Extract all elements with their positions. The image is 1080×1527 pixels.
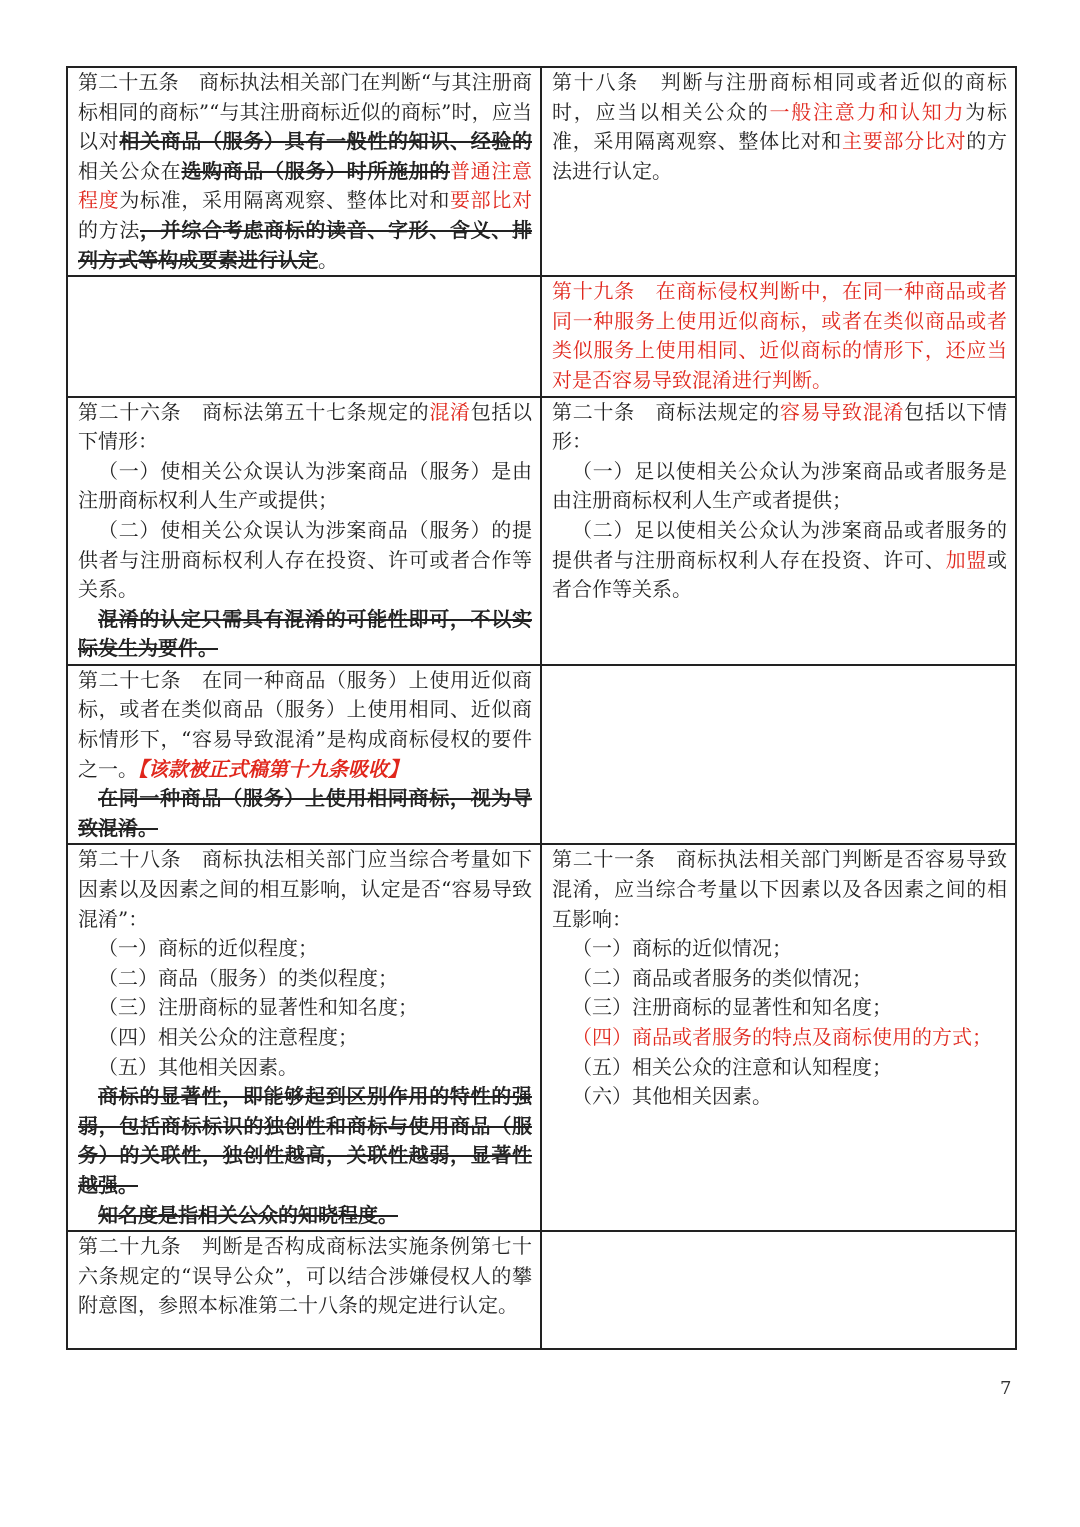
deleted-text: 混淆的认定只需具有混淆的可能性即可，不以实际发生为要件。: [78, 606, 532, 661]
revised-text: 普通注意程度: [78, 158, 533, 213]
text-run: 或者合作等关系。: [552, 547, 1008, 602]
paragraph: [78, 1053, 532, 1083]
paragraph: [78, 845, 532, 934]
final-cell: [541, 67, 1016, 276]
revised-text: 主要部分比对: [842, 129, 967, 154]
revised-text: （四）商品或者服务的特点及商标使用的方式；: [572, 1025, 992, 1049]
text-run: 第二十条 商标法规定的: [552, 399, 780, 424]
text-run: 第二十八条 商标执法相关部门应当综合考量如下因素以及因素之间的相互影响，认定是否“容易导致混淆”：: [78, 847, 532, 931]
paragraph: [78, 993, 532, 1023]
paragraph: [552, 516, 1007, 605]
text-run: 为标准，采用隔离观察、整体比对和: [552, 99, 1007, 154]
final-cell: [541, 1231, 1016, 1349]
paragraph: [552, 398, 1007, 457]
paragraph: [78, 398, 532, 457]
table-row: [67, 276, 1016, 396]
paragraph: [552, 68, 1007, 186]
editor-note: 【该款被正式稿第十九条吸收】: [138, 756, 408, 781]
paragraph: [78, 934, 532, 964]
draft-cell: [67, 844, 541, 1231]
paragraph: [552, 934, 1007, 964]
revised-text: 加盟: [945, 547, 988, 572]
paragraph: [552, 1053, 1007, 1083]
text-run: 的方法: [78, 217, 140, 242]
paragraph: [78, 605, 532, 664]
paragraph: [78, 516, 532, 605]
text-run: 为标准，采用隔离观察、整体比对和: [119, 188, 451, 213]
text-run: 第二十七条 在同一种商品（服务）上使用近似商标，或者在类似商品（服务）上使用相同、近似商标情形下，“容易导致混淆”是构成商标侵权的要件之一。: [78, 667, 532, 781]
paragraph: [78, 1023, 532, 1053]
final-cell: [541, 665, 1016, 845]
revised-text: 第十九条 在商标侵权判断中，在同一种商品或者同一种服务上使用近似商标，或者在类似商品或者类似服务上使用相同、近似商标的情形下，还应当对是否容易导致混淆进行判断。: [552, 279, 1007, 392]
text-run: 。: [318, 247, 338, 272]
deleted-text: 在同一种商品（服务）上使用相同商标，视为导致混淆。: [78, 786, 532, 840]
table-row: [67, 397, 1016, 665]
paragraph: [552, 457, 1007, 516]
paragraph: [78, 68, 532, 275]
paragraph: [552, 1082, 1007, 1112]
text-run: （五）其他相关因素。: [98, 1054, 298, 1079]
paragraph: [78, 1082, 532, 1200]
paragraph: [78, 666, 532, 784]
text-run: 第二十九条 判断是否构成商标法实施条例第七十六条规定的“误导公众”，可以结合涉嫌侵权人的攀附意图，参照本标准第二十八条的规定进行认定。: [78, 1234, 532, 1318]
text-run: 包括以下情形：: [78, 399, 533, 454]
final-cell: [541, 844, 1016, 1231]
text-run: （二）使相关公众误认为涉案商品（服务）的提供者与注册商标权利人存在投资、许可或者合作等关系。: [78, 517, 532, 602]
final-cell: [541, 397, 1016, 665]
revised-text: 容易导致混淆: [779, 399, 905, 424]
text-run: （三）注册商标的显著性和知名度；: [572, 995, 892, 1020]
text-run: （六）其他相关因素。: [572, 1084, 772, 1109]
draft-cell: [67, 665, 541, 845]
table-row: [67, 844, 1016, 1231]
paragraph: [552, 277, 1007, 395]
deleted-text: 知名度是指相关公众的知晓程度。: [98, 1202, 398, 1227]
text-run: （二）足以使相关公众认为涉案商品或者服务的提供者与注册商标权利人存在投资、许可、: [552, 517, 1007, 572]
deleted-text: 选购商品（服务）时所施加的: [181, 158, 451, 183]
deleted-text: ，并综合考虑商标的读音、字形、含义、排列方式等构成要素进行认定: [78, 217, 532, 272]
revised-text: 要部比对: [450, 188, 533, 213]
table-row: [67, 67, 1016, 276]
comparison-table: [66, 66, 1017, 1350]
paragraph: [78, 457, 532, 516]
deleted-text: 相关商品（服务）具有一般性的知识、经验的: [119, 129, 533, 154]
text-run: （三）注册商标的显著性和知名度；: [98, 995, 418, 1020]
text-run: （一）使相关公众误认为涉案商品（服务）是由注册商标权利人生产或提供；: [78, 458, 532, 513]
paragraph: [78, 1232, 532, 1321]
text-run: （二）商品（服务）的类似程度；: [98, 965, 398, 990]
text-run: （二）商品或者服务的类似情况；: [572, 965, 872, 990]
text-run: 第二十一条 商标执法相关部门判断是否容易导致混淆，应当综合考量以下因素以及各因素之间的相互影响：: [552, 847, 1007, 931]
revised-text: 混淆: [429, 399, 471, 424]
page-number: 7: [1000, 1378, 1012, 1399]
draft-cell: [67, 276, 541, 396]
text-run: （一）商标的近似情况；: [572, 936, 792, 961]
paragraph: [78, 964, 532, 994]
draft-cell: [67, 1231, 541, 1349]
revised-text: 一般注意力和认知力: [769, 99, 966, 124]
table-row: [67, 1231, 1016, 1349]
text-run: 相关公众在: [78, 158, 182, 183]
text-run: （四）相关公众的注意程度；: [98, 1025, 358, 1049]
table-row: [67, 665, 1016, 845]
deleted-text: 商标的显著性，即能够起到区别作用的特性的强弱，包括商标标识的独创性和商标与使用商品（服务）的关联性，独创性越高，关联性越弱，显著性越强。: [78, 1084, 532, 1197]
text-run: （一）商标的近似程度；: [98, 936, 318, 961]
draft-cell: [67, 397, 541, 665]
text-run: （五）相关公众的注意和认知程度；: [572, 1054, 892, 1079]
paragraph: [552, 993, 1007, 1023]
paragraph: [78, 784, 532, 843]
text-run: （一）足以使相关公众认为涉案商品或者服务是由注册商标权利人生产或者提供；: [552, 458, 1007, 513]
paragraph: [552, 1023, 1007, 1053]
text-run: 第二十五条 商标执法相关部门在判断“与其注册商标相同的商标”“与其注册商标近似的商标”时，应当以对: [78, 70, 532, 154]
paragraph: [78, 1201, 532, 1231]
final-cell: [541, 276, 1016, 396]
text-run: 第十八条 判断与注册商标相同或者近似的商标时，应当以相关公众的: [552, 70, 1007, 124]
text-run: 的方法进行认定。: [552, 129, 1008, 183]
text-run: 包括以下情形：: [552, 399, 1008, 454]
draft-cell: [67, 67, 541, 276]
text-run: 第二十六条 商标法第五十七条规定的: [78, 399, 430, 424]
paragraph: [552, 964, 1007, 994]
paragraph: [552, 845, 1007, 934]
